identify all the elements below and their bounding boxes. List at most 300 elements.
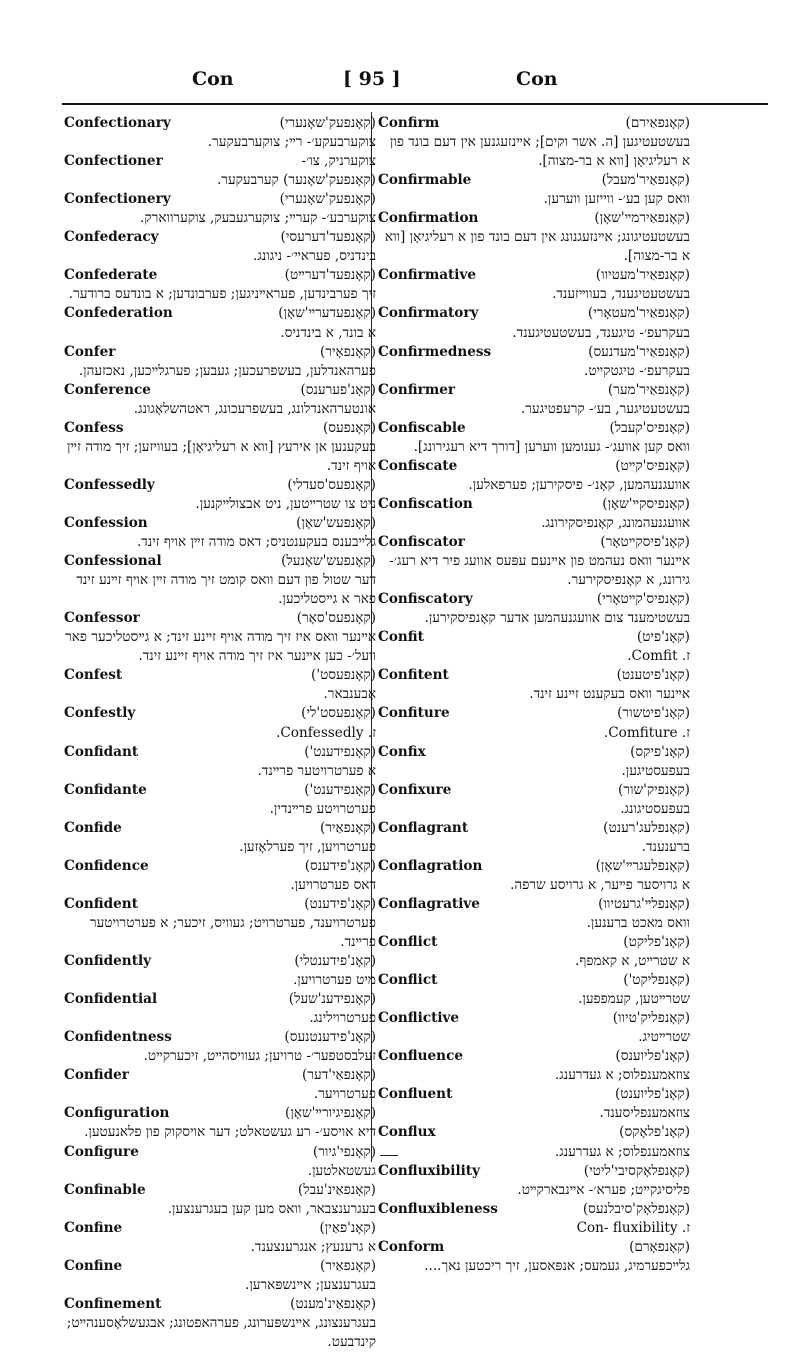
- entry-definition: זעלבסטפער׳- טרויען; געוויסהײט, זיכערקײט.: [143, 1048, 376, 1065]
- dictionary-entry: [64, 266, 376, 304]
- entry-definition: בעשטעטיגען [ה. אשר וקים]; אײנזעגנען אין דעם בונד פון א רעליגיאָן [ווא א בר-מצוה].: [389, 134, 690, 170]
- entry-headline: [64, 190, 376, 209]
- entry-headline: [64, 1257, 376, 1276]
- entry-pronunciation: (קאָנפעד'דערעסי): [280, 229, 376, 246]
- entry-definition: ניט צו שטרײטען, ניט אבצולײקנען.: [195, 495, 376, 512]
- entry-headword: Confestly: [64, 705, 136, 722]
- entry-headline: [64, 743, 376, 762]
- header-rule: [62, 103, 768, 105]
- entry-headline: [378, 114, 690, 133]
- entry-definition: בעגרענצבאר, וואס מען קען בעגרענצען.: [167, 1200, 376, 1217]
- dictionary-entry: [64, 895, 376, 952]
- entry-definition: דאס פערטרויען.: [290, 876, 376, 893]
- entry-definition: אוועגנעהמונג, קאָנפיסקירונג.: [541, 514, 690, 531]
- dictionary-entry: [378, 971, 690, 1009]
- entry-headline: [378, 1162, 690, 1181]
- entry-definition: זיך פערבינדען, פעראײניגען; פערבונדען; א בונדעס ברודער.: [68, 286, 376, 303]
- dictionary-entry: [64, 114, 376, 152]
- entry-headline: [378, 743, 690, 762]
- entry-headline: [64, 1219, 376, 1238]
- entry-headword: Confidant: [64, 743, 139, 760]
- dictionary-entry: [378, 381, 690, 419]
- entry-pronunciation: (קאָנפאַירם): [625, 115, 690, 131]
- entry-headline: [64, 514, 376, 533]
- dictionary-entry: [378, 419, 690, 457]
- entry-pronunciation: (קאָנפלײ'גרעטיוו): [598, 895, 690, 912]
- entry-definition: ז. Comfit.: [627, 648, 690, 665]
- entry-definition: פערטרויען, זיך פערלאָזען.: [239, 838, 376, 855]
- dictionary-entry: [378, 857, 690, 895]
- entry-headword: Confluxibility: [378, 1162, 480, 1179]
- entry-pronunciation: (קאָנפיק'שור): [618, 781, 690, 798]
- entry-definition: דער שטול פון דעם וואס קומט זיך מודה זײן אויף זײנע זינד פאר א גײסטליכען.: [76, 572, 376, 608]
- dictionary-entry: [378, 171, 690, 209]
- entry-headline: [64, 381, 376, 400]
- entry-definition: וואס מאכט ברענען.: [586, 914, 690, 931]
- dictionary-entry: [64, 304, 376, 342]
- entry-definition: ז. Confessedly.: [276, 724, 376, 741]
- dictionary-entry: [64, 666, 376, 704]
- entry-definition: גלײבענס בעקענטניס; דאס מודה זײן אויף זינד.: [136, 534, 376, 551]
- entry-definition: צוזאמענפלוס; א געדרענג.: [554, 1143, 690, 1160]
- dictionary-entry: [378, 209, 690, 266]
- entry-headword: Confirmative: [378, 267, 476, 284]
- entry-headword: Confidential: [64, 991, 158, 1008]
- entry-pronunciation: (קאָנפאַיר): [320, 819, 376, 836]
- header-left-guideword: Con: [192, 68, 234, 90]
- entry-pronunciation: (קאָנפידענ'שעל): [288, 991, 376, 1008]
- dictionary-entry: [378, 266, 690, 304]
- entry-headline: [64, 1066, 376, 1085]
- entry-headline: [378, 533, 690, 552]
- dictionary-entry: [378, 1047, 690, 1085]
- entry-pronunciation: (קאָנ'פיקס): [630, 743, 690, 760]
- entry-headword: Confectionary: [64, 115, 171, 131]
- entry-definition: צוקערבעקע׳- רײ; צוקערבעקער.: [207, 134, 376, 151]
- entry-pronunciation: (קאָנ'פידענטנעס): [284, 1029, 376, 1046]
- entry-headline: [378, 343, 690, 362]
- entry-pronunciation: (קאָנפיס'קײט): [615, 457, 690, 474]
- dictionary-entry: [378, 819, 690, 857]
- entry-headline: [64, 1143, 376, 1162]
- entry-headline: [378, 381, 690, 400]
- entry-headword: Confider: [64, 1067, 129, 1084]
- entry-definition: א בונד, א בינדניס.: [280, 324, 376, 341]
- entry-definition: בעגרענצונג, אײנשפּערונג, פערהאפטונג; אבגעשלאָסענהײט; קינדבעט.: [66, 1314, 376, 1350]
- entry-headline: [378, 304, 690, 323]
- entry-definition: בינדניס, פעראײ׳- ניגונג.: [253, 248, 376, 265]
- dictionary-entry: [64, 514, 376, 552]
- entry-headline: [378, 419, 690, 438]
- dictionary-entry: [378, 1162, 690, 1200]
- dictionary-entry: [64, 1219, 376, 1257]
- dictionary-entry: [64, 857, 376, 895]
- entry-pronunciation: (קאָנ'פליוענס): [615, 1048, 690, 1065]
- dictionary-entry: [378, 628, 690, 666]
- entry-definition: בעגרענצען; אײנשפּארען.: [245, 1276, 376, 1293]
- entry-definition: אוועגנעהמען, קאָנ׳- פיסקירען; פערפאלען.: [468, 476, 690, 493]
- entry-headword: Confirm: [378, 115, 440, 131]
- header-right-guideword: Con: [516, 68, 558, 90]
- dictionary-entry: [64, 990, 376, 1028]
- dictionary-entry: [64, 609, 376, 666]
- entry-headword: Confidante: [64, 781, 147, 798]
- entry-headword: Conform: [378, 1238, 445, 1255]
- dictionary-entry: [64, 952, 376, 990]
- entry-pronunciation: (קאָנפיס'קעבל): [609, 419, 690, 436]
- entry-headword: Confident: [64, 895, 138, 912]
- entry-pronunciation: (קאָנפעס'סאָר): [296, 610, 376, 627]
- entry-pronunciation: (קאָנפי'גיור): [312, 1143, 376, 1160]
- entry-headword: Confirmation: [378, 210, 479, 227]
- entry-definition: בעשטעטיגער, בע׳- קרעפטיגער.: [520, 400, 690, 417]
- entry-headword: Confiscator: [378, 534, 465, 551]
- entry-headline: [378, 1047, 690, 1066]
- entry-headline: [64, 990, 376, 1009]
- entry-headword: Conflictive: [378, 1010, 460, 1027]
- entry-headword: Confine: [64, 1257, 123, 1274]
- dictionary-entry: [64, 1257, 376, 1295]
- entry-definition: ברענענד.: [641, 838, 690, 855]
- entry-headword: Confessedly: [64, 476, 155, 493]
- dictionary-entry: [378, 590, 690, 628]
- dictionary-entry: [378, 1200, 690, 1238]
- entry-definition: ז. Comfiture.: [603, 724, 690, 741]
- entry-headword: Confidence: [64, 857, 149, 874]
- entry-definition: בעשטעטיגונג; אײנזעגנונג אין דעם בונד פון א רעליגיאָן [ווא א בר-מצוה].: [384, 229, 690, 265]
- entry-headword: Confit: [378, 629, 424, 646]
- entry-pronunciation: (קאָנפאַיר'מער): [607, 381, 690, 398]
- entry-pronunciation: (קאָנפעס): [322, 419, 376, 436]
- entry-pronunciation: (קאָנ'פיט): [636, 629, 690, 646]
- entry-headword: Confiscable: [378, 419, 466, 436]
- entry-pronunciation: (קאָנ'פליקט): [623, 934, 690, 951]
- dictionary-entry: [64, 819, 376, 857]
- entry-pronunciation: צוקערניק, צו׳-: [301, 153, 376, 170]
- entry-pronunciation: (קאָנ'פאַין): [319, 1219, 376, 1236]
- entry-headword: Confinement: [64, 1295, 162, 1312]
- entry-pronunciation: (קאָנ'פידענט): [304, 895, 376, 912]
- entry-headline: [378, 457, 690, 476]
- entry-headword: Confiscatory: [378, 591, 473, 608]
- entry-headword: Confide: [64, 819, 122, 836]
- entry-definition: אָבענבאר.: [323, 686, 376, 703]
- dictionary-entry: [64, 1104, 376, 1142]
- entry-pronunciation: (קאָנפעק'שאָנערי): [279, 115, 376, 131]
- entry-pronunciation: (קאָנפאַינ'עבל): [297, 1181, 376, 1198]
- entry-definition: צוזאמענפלוס; א געדרענג.: [554, 1067, 690, 1084]
- entry-headline: [378, 971, 690, 990]
- entry-pronunciation: (קאָנפיגיורײ'שאָן): [285, 1105, 376, 1122]
- entry-definition: בעפעסטיגען.: [621, 762, 690, 779]
- entry-definition: א גרויסער פײער, א גרויסע שרפה.: [510, 876, 690, 893]
- entry-headword: Confer: [64, 343, 116, 360]
- entry-headword: Conflict: [378, 972, 438, 989]
- dictionary-entry: [64, 1028, 376, 1066]
- entry-pronunciation: (קאָנפעסט'לי): [301, 705, 376, 722]
- entry-headline: [64, 114, 376, 133]
- entry-pronunciation: (קאָנפליקט'): [623, 972, 690, 989]
- dictionary-entry: [378, 114, 690, 171]
- entry-headline: [378, 628, 690, 647]
- dictionary-entry: [64, 152, 376, 190]
- entry-pronunciation: (קאָנפלעג'רענט): [603, 819, 690, 836]
- entry-pronunciation: (קאָנפאָרם): [629, 1238, 690, 1255]
- entry-headword: Confix: [378, 743, 426, 760]
- entry-definition: אײנער וואס נעהמט פון אײנעם עפּעס אוועג פיר דיא רעג׳- גירונג, א קאָנפיסקירער.: [389, 553, 690, 589]
- entry-headword: Confirmer: [378, 381, 456, 398]
- dictionary-entry: [378, 704, 690, 742]
- entry-pronunciation: (קאָנפאַיר'מעטיוו): [595, 267, 690, 284]
- entry-definition: בעקרעפ׳- טיגטקײט.: [584, 362, 690, 379]
- entry-headword: Confectioner: [64, 153, 163, 170]
- entry-definition: א פערטרויטער פרײנד.: [257, 762, 376, 779]
- entry-definition: אײנער וואס איז זיך מודה אויף זײנע זינד; א גײסטליכער פאר וועל׳- כען אײנער איז זיך מודה אויף זײנע זינד.: [65, 629, 376, 665]
- dictionary-entry: [64, 228, 376, 266]
- entry-pronunciation: (קאָנפלאָק'סיבלנעס): [582, 1200, 690, 1217]
- entry-headword: Confluxibleness: [378, 1200, 498, 1217]
- entry-headword: Confession: [64, 514, 148, 531]
- entry-headword: Conflict: [378, 934, 438, 951]
- dictionary-entry: [64, 781, 376, 819]
- entry-definition: פערטרויענד, פערטרויט; געוויס, זיכער; א פערטרויטער פרײנד.: [89, 914, 376, 951]
- entry-pronunciation: (קאָנפידענט'): [304, 743, 376, 760]
- entry-headline: [378, 704, 690, 723]
- right-column: [378, 114, 690, 1276]
- entry-pronunciation: (קאָנפעש'שאָנעל): [281, 553, 376, 570]
- entry-headline: [64, 266, 376, 285]
- entry-headword: Confiscate: [378, 457, 458, 474]
- entry-pronunciation: (קאָנפעק'שאָנערי): [279, 191, 376, 208]
- dictionary-entry: [64, 190, 376, 228]
- entry-headline: [64, 419, 376, 438]
- entry-definition: בעשטעטיגענד, בעווײזענד.: [552, 286, 690, 303]
- entry-headline: [378, 781, 690, 800]
- dictionary-entry: [378, 1085, 690, 1123]
- dictionary-entry: [64, 1066, 376, 1104]
- entry-definition: שטרײטען, קעמפפען.: [578, 991, 690, 1008]
- entry-headword: Confidently: [64, 953, 152, 970]
- entry-pronunciation: (קאָנפלאָקסיבי'ליטי): [583, 1162, 690, 1179]
- entry-definition: (קאָנפעק'שאָנער) קערבעקער.: [216, 172, 376, 189]
- entry-headline: [378, 819, 690, 838]
- entry-headline: [64, 857, 376, 876]
- entry-headword: Confixure: [378, 781, 452, 798]
- entry-definition: אונטערהאנדלונג, בעשפרעכונג, ראטהשלאָגונג.: [133, 400, 376, 417]
- entry-headword: Confederation: [64, 305, 173, 322]
- entry-headline: [378, 1200, 690, 1219]
- entry-headword: Confess: [64, 419, 124, 436]
- entry-headword: Confidentness: [64, 1029, 172, 1046]
- dictionary-entry: [64, 1181, 376, 1219]
- entry-headword: Confederacy: [64, 229, 159, 246]
- entry-pronunciation: (קאָנפאַיר'מעטאָרי): [587, 305, 690, 322]
- entry-headword: Confinable: [64, 1181, 146, 1198]
- entry-headline: [64, 228, 376, 247]
- entry-definition: בעקרעפ׳- טיגענד, בעשטעטיגענד.: [512, 324, 690, 341]
- entry-headword: Configuration: [64, 1105, 170, 1122]
- entry-headline: [64, 343, 376, 362]
- entry-pronunciation: (קאָנפלעגרײ'שאָן): [595, 857, 690, 874]
- entry-headline: [64, 1295, 376, 1314]
- dictionary-entry: [378, 895, 690, 933]
- entry-headword: Confest: [64, 667, 123, 684]
- entry-definition: בעקענען אן אירעץ [ווא א רעליגיאָן]; בעוויזען; זיך מודה זײן אויף זינד.: [66, 438, 376, 474]
- entry-pronunciation: (קאָנ'פיטשור): [617, 705, 690, 722]
- entry-headword: Confine: [64, 1219, 123, 1236]
- entry-headline: [378, 171, 690, 190]
- entry-headline: [378, 590, 690, 609]
- dictionary-entry: [64, 343, 376, 381]
- dictionary-entry: [64, 743, 376, 781]
- entry-definition: פערטרוילינג.: [309, 1010, 376, 1027]
- entry-headline: [64, 666, 376, 685]
- entry-pronunciation: (קאָנפעדערײ'שאָן): [278, 305, 376, 322]
- entry-headline: [378, 1009, 690, 1028]
- dictionary-entry: [64, 1295, 376, 1352]
- entry-pronunciation: (קאָנפיסקײ'שאָן): [602, 495, 690, 512]
- entry-headword: Configure: [64, 1143, 139, 1160]
- dictionary-entry: [378, 1238, 690, 1276]
- entry-pronunciation: (קאָנפידענט'): [304, 781, 376, 798]
- entry-headline: [378, 857, 690, 876]
- entry-pronunciation: (קאָנ'פיטענט): [616, 667, 690, 684]
- entry-headline: [64, 1104, 376, 1123]
- entry-headword: Confessional: [64, 553, 162, 570]
- entry-pronunciation: (קאָנ'פלאָקס): [619, 1124, 690, 1141]
- entry-definition: פליסיגקײט; פערא׳- אײנבארקײט.: [517, 1181, 690, 1198]
- entry-headline: [378, 1085, 690, 1104]
- dictionary-entry: [378, 495, 690, 533]
- entry-headline: [378, 666, 690, 685]
- entry-pronunciation: (קאָנפאָיר): [320, 343, 376, 360]
- entry-definition: ז. Con- fluxibility: [576, 1219, 690, 1236]
- entry-definition: מיט פערטרויען.: [292, 972, 376, 989]
- entry-headline: [64, 1181, 376, 1200]
- dictionary-entry: [64, 552, 376, 609]
- entry-pronunciation: (קאָנ'פליוענט): [614, 1086, 690, 1103]
- dictionary-entry: [64, 476, 376, 514]
- entry-headline: [378, 933, 690, 952]
- entry-definition: געשטאלטען.: [307, 1162, 376, 1179]
- dictionary-entry: [378, 457, 690, 495]
- entry-headword: Confluence: [378, 1048, 463, 1065]
- dictionary-entry: [378, 933, 690, 971]
- dictionary-entry: [64, 704, 376, 742]
- entry-pronunciation: (קאָנפאַי'דער): [302, 1067, 376, 1084]
- entry-headword: Conflagrative: [378, 895, 480, 912]
- entry-headword: Confirmatory: [378, 305, 479, 322]
- entry-headword: Confitent: [378, 667, 449, 684]
- entry-pronunciation: (קאָנפיס'קײטאָרי): [596, 591, 690, 608]
- entry-headline: [64, 609, 376, 628]
- entry-pronunciation: (קאָנפעד'דערײט): [284, 267, 376, 284]
- dictionary-entry: [378, 304, 690, 342]
- entry-headline: [64, 304, 376, 323]
- entry-pronunciation: (קאָנ'פידענטלי): [294, 953, 376, 970]
- entry-headword: Conflagrant: [378, 819, 469, 836]
- entry-headword: Confluent: [378, 1086, 453, 1103]
- entry-headline: [64, 552, 376, 571]
- entry-pronunciation: (קאָנ'פיסקײטאָר): [600, 534, 690, 551]
- entry-pronunciation: (קאָנפאַינ'מענט): [290, 1295, 376, 1312]
- entry-headword: Conflagration: [378, 857, 483, 874]
- entry-headword: Confessor: [64, 610, 140, 627]
- entry-definition: פערהאנדלען, בעשפרעכען; געבען; פערגלײכען, נאכזעהן.: [78, 362, 376, 379]
- entry-headline: [64, 819, 376, 838]
- page-number: [ 95 ]: [343, 68, 401, 90]
- entry-definition: וואס קען אוועג׳- גענומען ווערען [דורך דיא רעגירונג].: [413, 438, 690, 455]
- page-header: [0, 0, 788, 100]
- dictionary-entry: [378, 666, 690, 704]
- left-column: [64, 114, 376, 1352]
- entry-pronunciation: (קאָנפעס'סעדלי): [287, 476, 376, 493]
- entry-pronunciation: (קאָנפאַיר'מעבל): [601, 172, 690, 189]
- entry-headline: [378, 895, 690, 914]
- entry-definition: גלײכפערמיג, געמעס; אנפּאסען, זיך ריכטען נאך....: [424, 1257, 690, 1274]
- dictionary-entry: [378, 533, 690, 590]
- entry-definition: א גרענעץ; אנגרענצענד.: [250, 1238, 376, 1255]
- entry-headline: [378, 266, 690, 285]
- entry-pronunciation: (קאָנפאַירמײ'שאָן): [594, 210, 690, 227]
- entry-headline: [378, 209, 690, 228]
- entry-pronunciation: (קאָנ'פידענס): [304, 857, 376, 874]
- entry-pronunciation: (קאָנפליק'טיוו): [612, 1010, 690, 1027]
- dictionary-entry: [378, 343, 690, 381]
- entry-definition: צוקערבע׳- קערײ; צוקערגעבעק, צוקערווארק.: [140, 210, 376, 227]
- entry-pronunciation: (קאָנפאַיר'מעדנעס): [588, 343, 690, 360]
- dictionary-entry: [378, 781, 690, 819]
- dictionary-entry: [378, 1123, 690, 1161]
- entry-definition: פערטרויער.: [313, 1086, 376, 1103]
- entry-definition: שטרײטיג.: [638, 1029, 690, 1046]
- end-mark: [380, 1155, 398, 1156]
- dictionary-entry: [64, 419, 376, 476]
- entry-definition: פערטרויטע פרײנדין.: [269, 800, 376, 817]
- entry-definition: בעפעסטיגונג.: [620, 800, 690, 817]
- entry-pronunciation: (קאָנפאַיר): [320, 1257, 376, 1274]
- entry-definition: צוזאמענפליסענד.: [599, 1105, 690, 1122]
- entry-headword: Confederate: [64, 267, 158, 284]
- entry-headword: Confiture: [378, 705, 450, 722]
- entry-headline: [378, 1123, 690, 1142]
- entry-headline: [64, 952, 376, 971]
- entry-headline: [64, 476, 376, 495]
- entry-definition: א שטרײט, א קאמפף.: [575, 953, 690, 970]
- dictionary-entry: [378, 1009, 690, 1047]
- entry-headword: Confectionery: [64, 191, 171, 208]
- entry-headword: Confiscation: [378, 495, 473, 512]
- entry-headword: Conflux: [378, 1124, 436, 1141]
- entry-headword: Confirmedness: [378, 343, 492, 360]
- entry-headline: [64, 1028, 376, 1047]
- entry-definition: וואס קען בע׳- ווייזען ווערען.: [543, 191, 690, 208]
- entry-headline: [64, 152, 376, 171]
- entry-headline: [64, 895, 376, 914]
- entry-definition: דיא אויסע׳- רע געשטאלט; דער אויסקוק פון פלאנעטען.: [84, 1124, 376, 1141]
- entry-definition: בעשטימענד צום אוועגנעהמען אדער קאָנפיסקירען.: [424, 610, 690, 627]
- entry-headline: [64, 704, 376, 723]
- entry-pronunciation: (קאָנפעסט'): [311, 667, 376, 684]
- entry-headword: Confirmable: [378, 172, 472, 189]
- dictionary-entry: [64, 381, 376, 419]
- dictionary-entry: [378, 743, 690, 781]
- entry-headword: Conference: [64, 381, 151, 398]
- entry-pronunciation: (קאָנפעש'שאָן): [296, 514, 376, 531]
- entry-pronunciation: (קאָנ'פערענס): [300, 381, 376, 398]
- entry-headline: [378, 495, 690, 514]
- dictionary-entry: [64, 1143, 376, 1181]
